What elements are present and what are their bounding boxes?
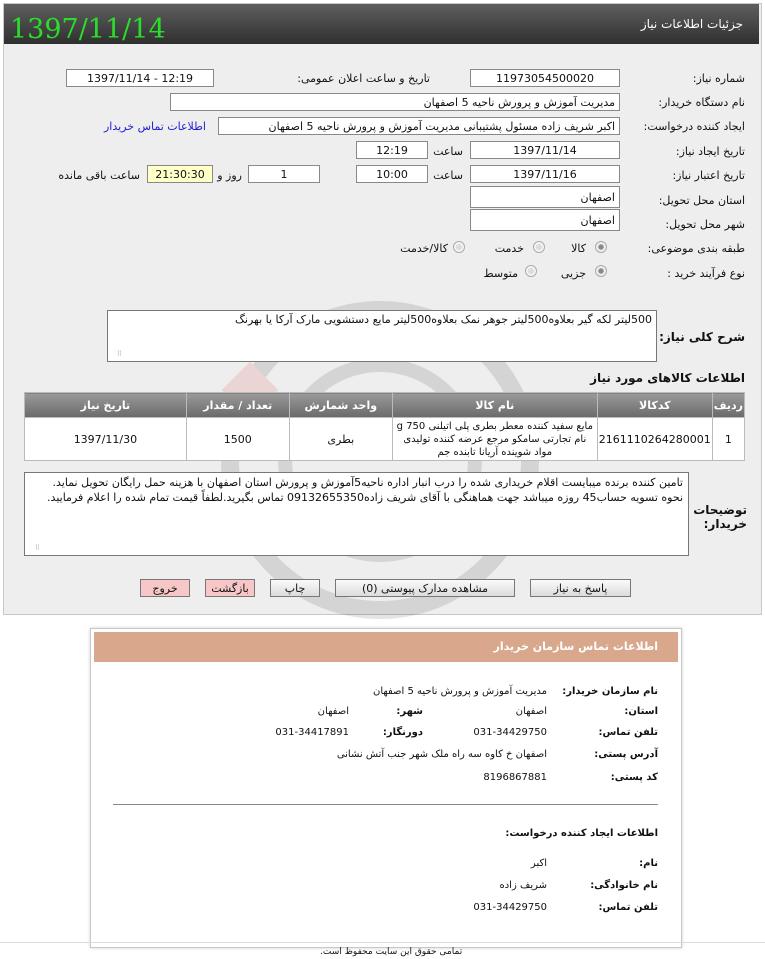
create-date-label: تاریخ ایجاد نیاز: bbox=[675, 145, 745, 158]
cell-name: مایع سفید کننده معطر بطری پلی اتیلنی 750 g نام تجارتی سامکو مرجع عرضه کننده تولیدی مواد شوینده آریانا تابنده جم bbox=[392, 418, 597, 461]
creator-label: ایجاد کننده درخواست: bbox=[643, 120, 745, 133]
date-stamp: 1397/11/14 bbox=[10, 14, 166, 45]
contact-province-value: اصفهان bbox=[515, 706, 547, 717]
items-header-row bbox=[25, 393, 745, 418]
province-label: استان محل تحویل: bbox=[658, 194, 745, 207]
valid-date-field: 1397/11/16 bbox=[470, 165, 620, 183]
buyer-org-label: نام دستگاه خریدار: bbox=[658, 96, 745, 109]
buyer-notes-text: تامین کننده برنده میبایست اقلام خریداری شده را درب انبار اداره ناحیه5آموزش و پرورش استان اصفهان با هزینه حمل رایگان تحویل نماید. نحوه تسویه حساب45 روزه میباشد جهت هماهنگی با آقای شریف زاده09132655350 تماس بگیرید.لطفاً قیمت تمام شده را اعلام فرمایید. bbox=[47, 476, 683, 504]
buyer-contact-link[interactable]: اطلاعات تماس خریدار bbox=[104, 120, 206, 133]
page-title: جزئیات اطلاعات نیاز bbox=[640, 17, 743, 31]
contact-org-value: مدیریت آموزش و پرورش ناحیه 5 اصفهان bbox=[372, 686, 547, 697]
remaining-time-field: 21:30:30 bbox=[147, 165, 213, 183]
resize-grip-icon[interactable]: ⠿ bbox=[34, 544, 40, 552]
back-button[interactable]: بازگشت bbox=[205, 579, 255, 597]
valid-date-label: تاریخ اعتبار نیاز: bbox=[672, 169, 745, 182]
creator-last-name-label: نام خانوادگی: bbox=[590, 880, 658, 891]
city-field: اصفهان bbox=[470, 209, 620, 231]
cell-code: 2161110264280001 bbox=[597, 418, 712, 461]
exit-button[interactable]: خروج bbox=[140, 579, 190, 597]
cell-row: 1 bbox=[712, 418, 744, 461]
print-button[interactable]: چاپ bbox=[270, 579, 320, 597]
valid-time-field: 10:00 bbox=[356, 165, 428, 183]
creator-first-name-value: اکبر bbox=[530, 858, 547, 869]
col-header-name: نام کالا bbox=[392, 393, 597, 418]
contact-phone-label: تلفن تماس: bbox=[598, 727, 658, 738]
general-desc-box bbox=[107, 310, 657, 362]
cell-unit: بطری bbox=[289, 418, 392, 461]
general-desc-label: شرح کلی نیاز: bbox=[659, 330, 745, 344]
need-number-field: 11973054500020 bbox=[470, 69, 620, 87]
contact-org-label: نام سازمان خریدار: bbox=[562, 686, 658, 697]
col-header-code: کدکالا bbox=[597, 393, 712, 418]
contact-phone-value: 031-34429750 bbox=[473, 727, 547, 738]
category-label: طبقه بندی موضوعی: bbox=[647, 242, 745, 255]
col-header-row: ردیف bbox=[712, 393, 744, 418]
creator-field: اکبر شریف زاده مسئول پشتیبانی مدیریت آموزش و پرورش ناحیه 5 اصفهان bbox=[218, 117, 620, 135]
contact-panel-header bbox=[94, 632, 678, 662]
purchase-option-medium: متوسط bbox=[483, 267, 518, 280]
cell-date: 1397/11/30 bbox=[25, 418, 187, 461]
footer-copyright: تمامی حقوق این سایت محفوظ است. bbox=[320, 947, 463, 957]
days-label: روز و bbox=[217, 169, 242, 182]
contact-panel bbox=[90, 628, 682, 948]
creator-phone-label: تلفن تماس: bbox=[598, 902, 658, 913]
category-option-goods: کالا bbox=[571, 242, 586, 255]
contact-postal-label: کد پستی: bbox=[610, 772, 658, 783]
create-time-field: 12:19 bbox=[356, 141, 428, 159]
need-number-label: شماره نیاز: bbox=[692, 72, 745, 85]
purchase-type-label: نوع فرآیند خرید : bbox=[667, 267, 745, 280]
contact-fax-value: 031-34417891 bbox=[275, 727, 349, 738]
contact-city-value: اصفهان bbox=[317, 706, 349, 717]
col-header-unit: واحد شمارش bbox=[289, 393, 392, 418]
resize-grip-icon[interactable]: ⠿ bbox=[116, 350, 122, 358]
category-radio-service[interactable] bbox=[533, 241, 545, 253]
purchase-radio-medium[interactable] bbox=[525, 265, 537, 277]
announce-label: تاریخ و ساعت اعلان عمومی: bbox=[297, 72, 430, 85]
announce-field: 1397/11/14 - 12:19 bbox=[66, 69, 214, 87]
province-field: اصفهان bbox=[470, 186, 620, 208]
category-radio-both[interactable] bbox=[453, 241, 465, 253]
contact-address-value: اصفهان خ کاوه سه راه ملک شهر جنب آتش نشانی bbox=[336, 749, 547, 760]
creator-info-title: اطلاعات ایجاد کننده درخواست: bbox=[505, 828, 658, 839]
col-header-date: تاریخ نیاز bbox=[25, 393, 187, 418]
contact-city-label: شهر: bbox=[396, 706, 423, 717]
purchase-radio-minor[interactable] bbox=[595, 265, 607, 277]
buyer-notes-box bbox=[24, 472, 689, 556]
table-row bbox=[25, 418, 745, 461]
valid-time-label: ساعت bbox=[433, 169, 463, 182]
category-radio-goods[interactable] bbox=[595, 241, 607, 253]
category-option-service: خدمت bbox=[494, 242, 524, 255]
divider bbox=[113, 804, 658, 805]
creator-first-name-label: نام: bbox=[639, 858, 658, 869]
remaining-label: ساعت باقی مانده bbox=[58, 169, 140, 182]
general-desc-text: 500لیتر لکه گیر بعلاوه500لیتر جوهر نمک بعلاوه500لیتر مایع دستشویی مارک آرکا یا بهرنگ bbox=[235, 313, 652, 326]
purchase-option-minor: جزیی bbox=[560, 267, 586, 280]
buyer-notes-label: توضیحات خریدار: bbox=[693, 503, 747, 531]
create-date-field: 1397/11/14 bbox=[470, 141, 620, 159]
items-table bbox=[24, 392, 745, 461]
contact-panel-title: اطلاعات تماس سازمان خریدار bbox=[493, 640, 658, 653]
city-label: شهر محل تحویل: bbox=[665, 218, 745, 231]
days-field: 1 bbox=[248, 165, 320, 183]
creator-phone-value: 031-34429750 bbox=[473, 902, 547, 913]
contact-postal-value: 8196867881 bbox=[483, 772, 547, 783]
create-time-label: ساعت bbox=[433, 145, 463, 158]
contact-fax-label: دورنگار: bbox=[382, 727, 423, 738]
creator-last-name-value: شریف زاده bbox=[499, 880, 547, 891]
cell-qty: 1500 bbox=[186, 418, 289, 461]
col-header-qty: تعداد / مقدار bbox=[186, 393, 289, 418]
attachments-button[interactable]: مشاهده مدارک پیوستی (0) bbox=[335, 579, 515, 597]
contact-province-label: استان: bbox=[624, 706, 658, 717]
footer-divider bbox=[0, 942, 765, 943]
buyer-org-field: مدیریت آموزش و پرورش ناحیه 5 اصفهان bbox=[170, 93, 620, 111]
items-section-title: اطلاعات کالاهای مورد نیاز bbox=[590, 371, 745, 385]
contact-address-label: آدرس پستی: bbox=[594, 749, 658, 760]
reply-button[interactable]: پاسخ به نیاز bbox=[530, 579, 631, 597]
category-option-both: کالا/خدمت bbox=[400, 242, 448, 255]
